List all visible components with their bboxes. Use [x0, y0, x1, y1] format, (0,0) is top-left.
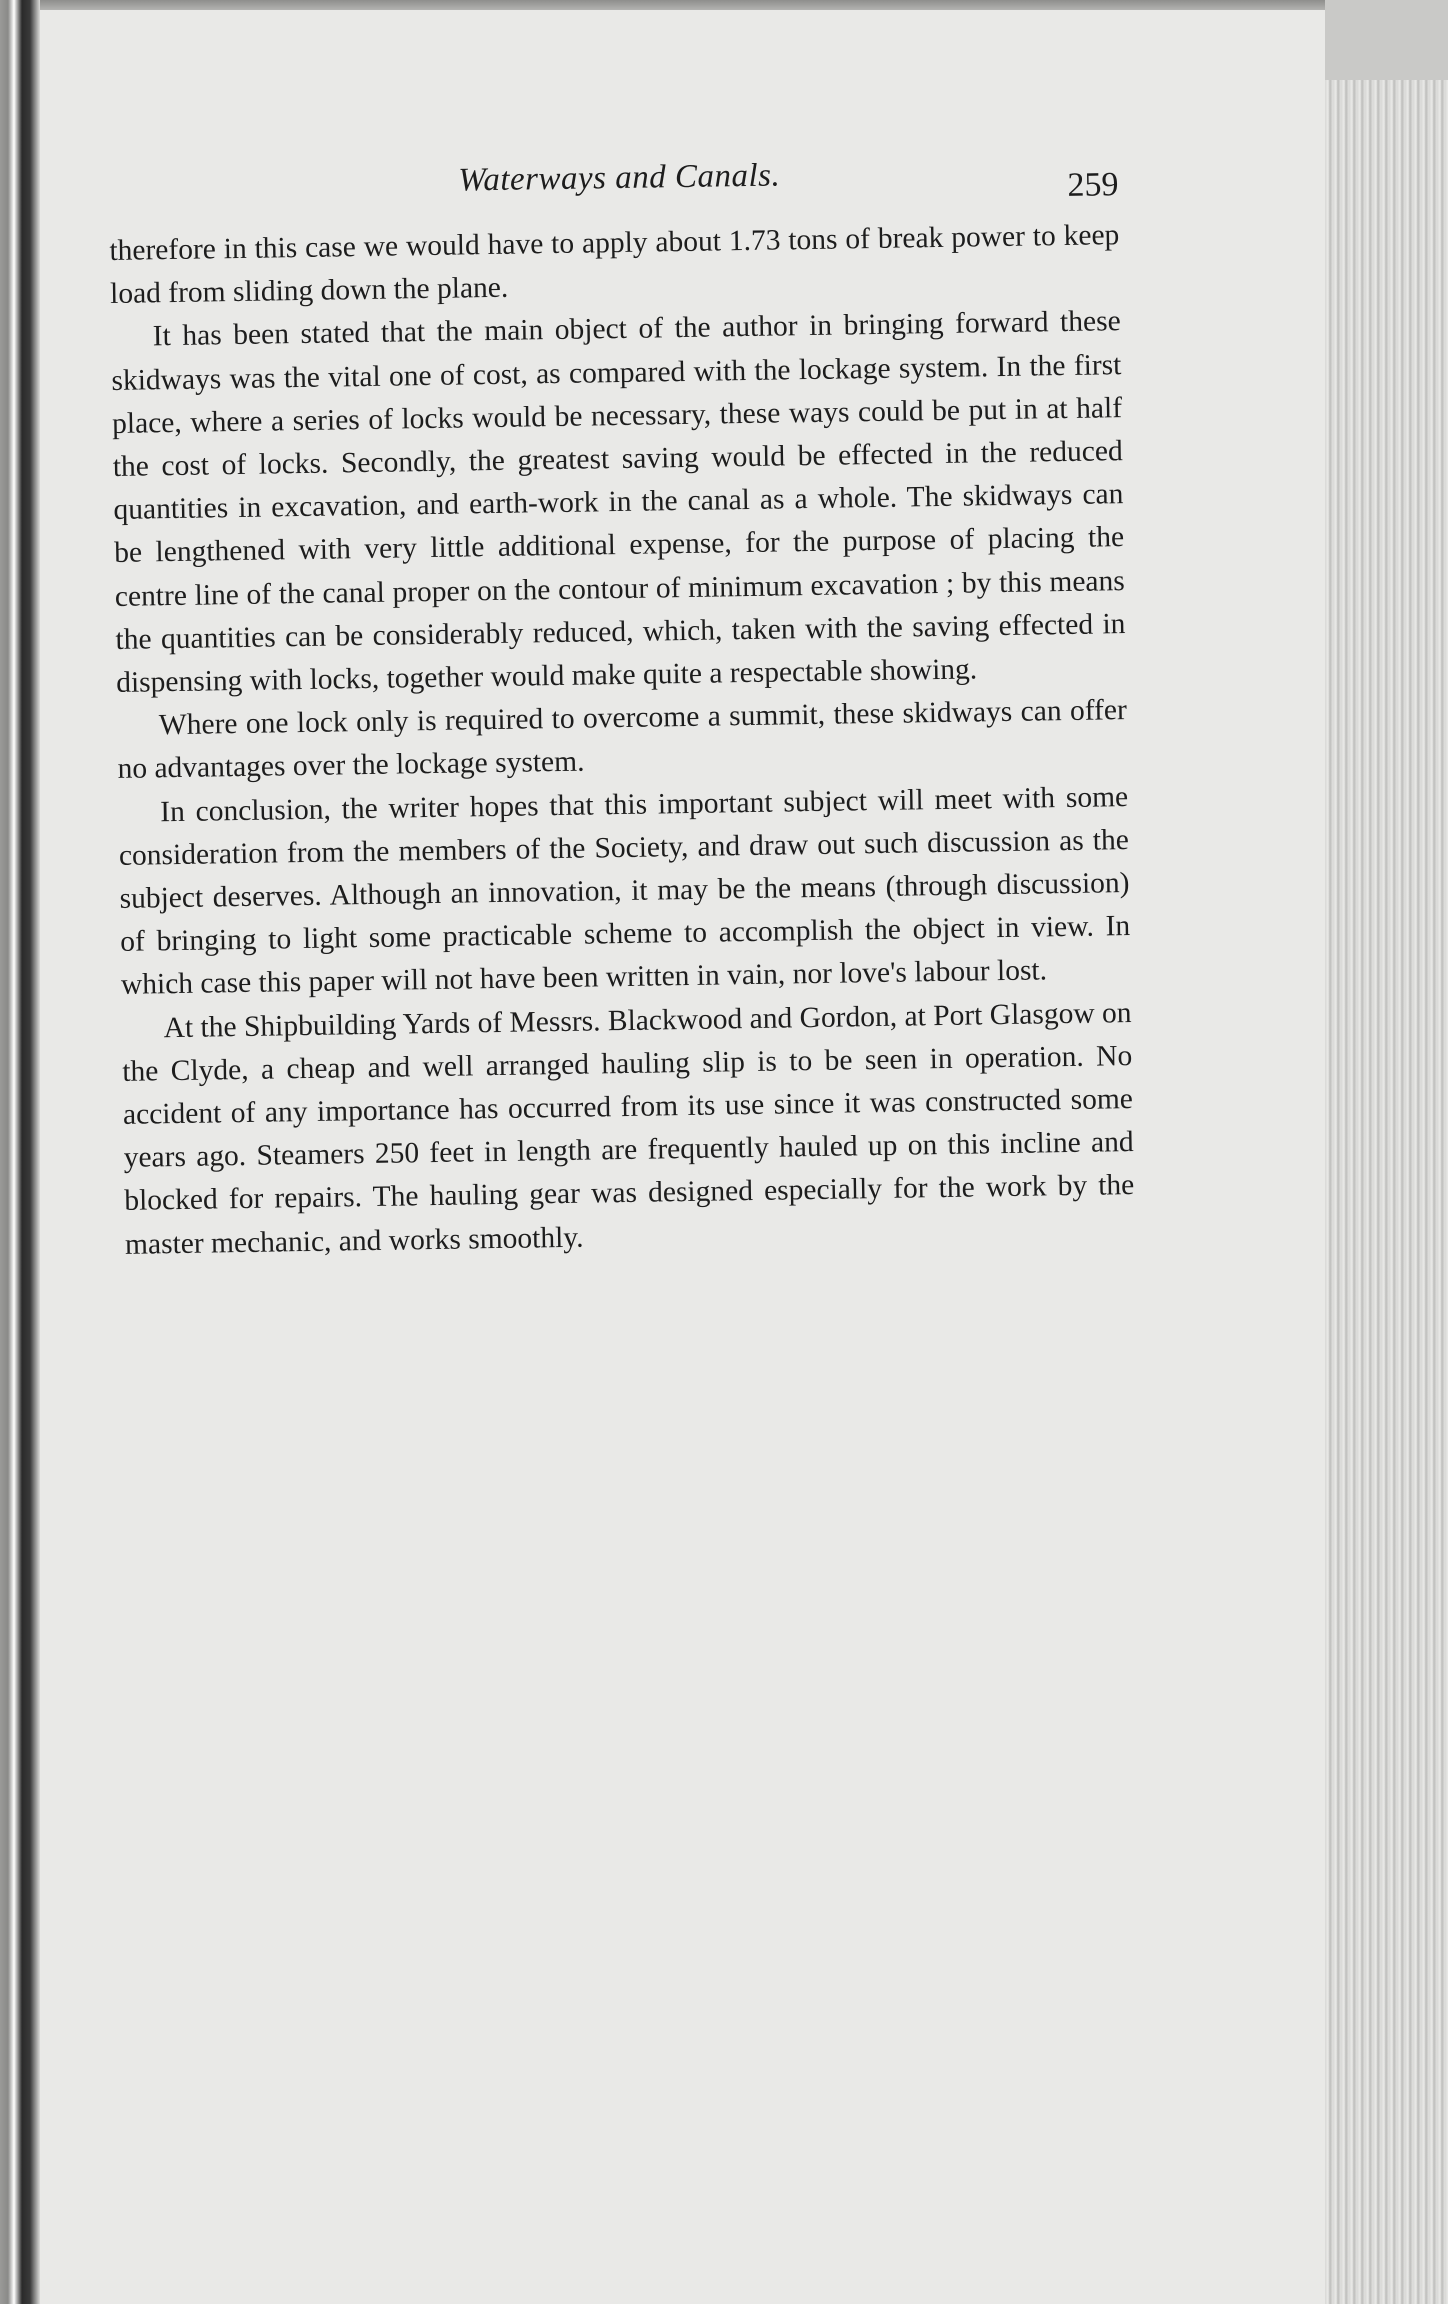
fore-edge-shadow	[1325, 0, 1448, 80]
page-number: 259	[1067, 166, 1119, 204]
paragraph-skidways-cost: It has been stated that the main object of the author in bringing forward these skidways was the vital one of cost, as compared with the lockage system. In the first place, where a series of locks would be necessary, these ways could be put in at half the cost of locks. Secondly, the greatest saving would be effected in the reduced quantities in excavation, and earth-work in the canal as a whole. The skidways can be lengthened with very little additional expense, for the purpose of placing the centre line of the canal proper on the contour of minimum excavation ; by this means the quantities can be considerably reduced, which, taken with the saving effected in dispensing with locks, together would make quite a respectable showing.	[111, 305, 1126, 699]
page-text-block	[108, 144, 1135, 1267]
binding-edge	[0, 0, 40, 2304]
paragraph-shipbuilding-yards: At the Shipbuilding Yards of Messrs. Blackwood and Gordon, at Port Glasgow on the Clyde, a cheap and well arranged hauling slip is to be seen in operation. No accident of any importance has occurred from its use since it was constructed some years ago. Steamers 250 feet in length are frequently hauled up on this incline and blocked for repairs. The hauling gear was designed especially for the work by the master mechanic, and works smoothly.	[122, 996, 1135, 1261]
fore-edge-pages	[1325, 80, 1448, 2304]
running-head-title: Waterways and Canals.	[458, 157, 781, 199]
paragraph-conclusion: In conclusion, the writer hopes that this important subject will meet with some consideration from the members of the Society, and draw out such discussion as the subject deserves. Although an innovation, it may be the means (through discussion) of bringing to light some practicable scheme to accomplish the object in view. In which case this paper will not have been written in vain, nor love's labour lost.	[118, 780, 1131, 1002]
paragraph-continuation: therefore in this case we would have to apply about 1.73 tons of break power to keep load from sliding down the plane.	[109, 219, 1120, 311]
body-text	[109, 214, 1135, 1267]
paragraph-single-lock: Where one lock only is required to overcome a summit, these skidways can offer no advantages over the lockage system.	[117, 694, 1128, 786]
